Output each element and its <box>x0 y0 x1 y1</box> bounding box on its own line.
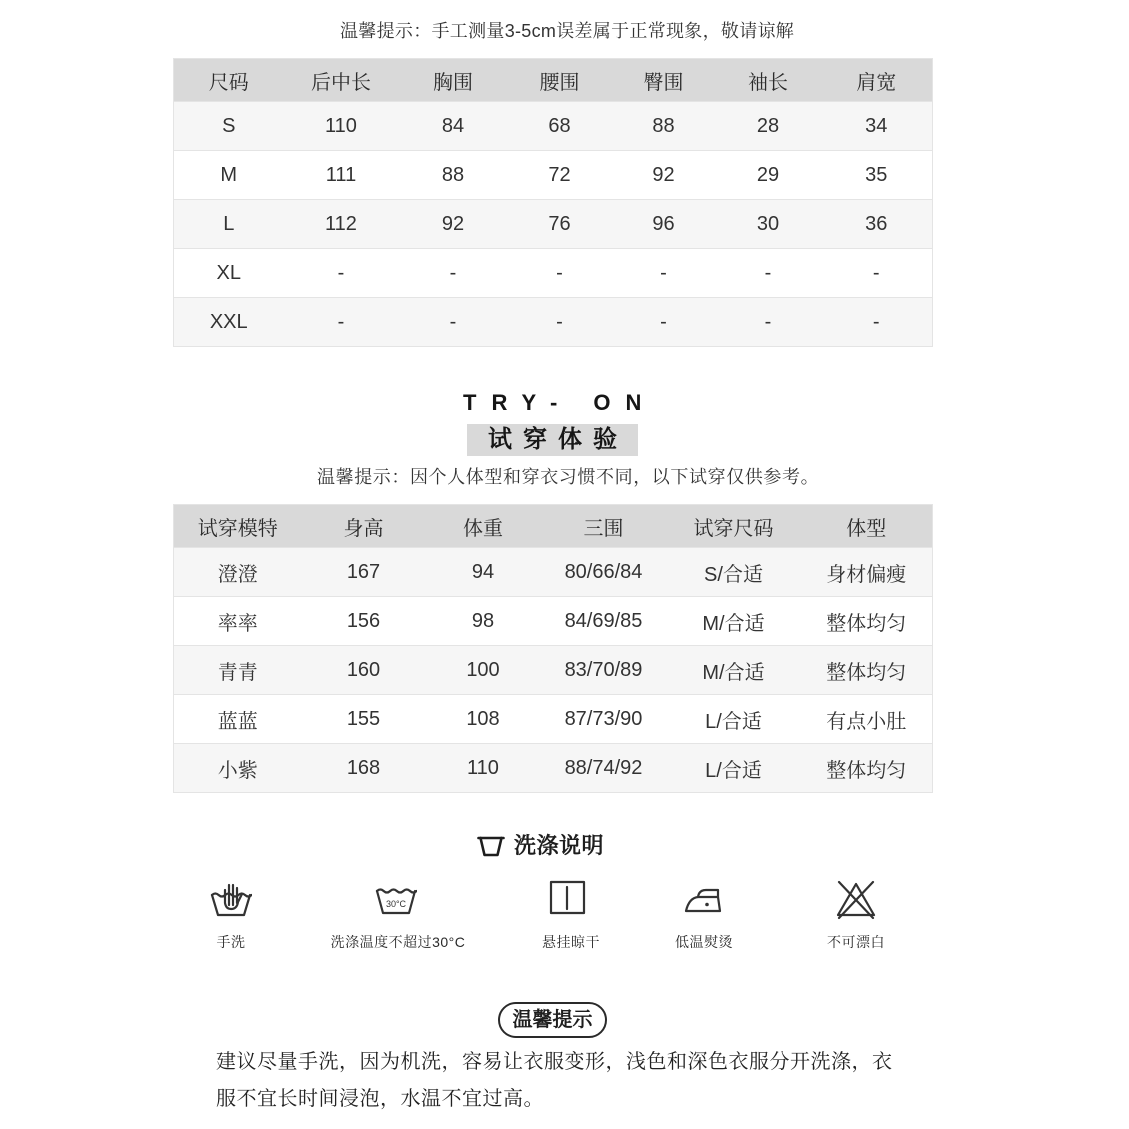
tryon-cell: M/合适 <box>667 646 801 695</box>
tryon-row <box>174 695 933 744</box>
tryon-cell: 167 <box>302 548 426 597</box>
low-temp-iron-icon <box>684 886 722 914</box>
tryon-cell: 100 <box>426 646 541 695</box>
size-cell: - <box>612 298 716 347</box>
size-cell: 30 <box>716 200 821 249</box>
size-cell: M <box>174 151 284 200</box>
size-row-xl <box>174 249 933 298</box>
size-cell: - <box>821 298 933 347</box>
tryon-notice: 温馨提示：因个人体型和穿衣习惯不同，以下试穿仅供参考。 <box>317 467 820 487</box>
care-label-wash-temperature: 洗涤温度不超过30°C <box>330 934 466 950</box>
tryon-cell: 168 <box>302 744 426 793</box>
tryon-cell: L/合适 <box>667 695 801 744</box>
tryon-header-row <box>174 505 933 548</box>
size-cell: 76 <box>508 200 612 249</box>
tryon-header-model: 试穿模特 <box>174 505 302 548</box>
size-header-sleeve: 袖长 <box>716 59 821 102</box>
tips-line: 服不宜长时间浸泡，水温不宜过高。 <box>216 1088 544 1110</box>
tryon-title-en: TRY- ON <box>463 390 657 415</box>
size-header-size: 尺码 <box>174 59 284 102</box>
size-cell: 110 <box>284 102 399 151</box>
tips-line: 建议尽量手洗，因为机洗，容易让衣服变形，浅色和深色衣服分开洗涤，衣 <box>216 1051 893 1073</box>
tryon-cell: 94 <box>426 548 541 597</box>
tryon-cell: 83/70/89 <box>541 646 667 695</box>
size-header-hip: 臀围 <box>612 59 716 102</box>
tryon-row <box>174 744 933 793</box>
size-cell: 34 <box>821 102 933 151</box>
tryon-cell: 80/66/84 <box>541 548 667 597</box>
size-cell: - <box>716 298 821 347</box>
size-header-length: 后中长 <box>284 59 399 102</box>
wash-30c-icon-graphic <box>375 883 417 915</box>
tryon-cell: M/合适 <box>667 597 801 646</box>
size-cell: - <box>716 249 821 298</box>
tryon-header-height: 身高 <box>302 505 426 548</box>
tryon-cell: 155 <box>302 695 426 744</box>
size-cell: - <box>508 298 612 347</box>
tryon-cell: 160 <box>302 646 426 695</box>
tryon-cell: 108 <box>426 695 541 744</box>
size-cell: - <box>508 249 612 298</box>
size-cell: L <box>174 200 284 249</box>
tryon-row <box>174 597 933 646</box>
size-cell: XL <box>174 249 284 298</box>
size-cell: 29 <box>716 151 821 200</box>
tryon-cell: 率率 <box>174 597 302 646</box>
tryon-cell: 有点小肚 <box>801 695 933 744</box>
tryon-header-size: 试穿尺码 <box>667 505 801 548</box>
tryon-row <box>174 646 933 695</box>
size-cell: - <box>821 249 933 298</box>
tryon-cell: 整体均匀 <box>801 646 933 695</box>
size-cell: 36 <box>821 200 933 249</box>
tryon-header-weight: 体重 <box>426 505 541 548</box>
size-cell: 96 <box>612 200 716 249</box>
hang-dry-icon-graphic <box>549 880 586 915</box>
tryon-row <box>174 548 933 597</box>
hand-wash-icon <box>210 879 252 917</box>
tryon-cell: 整体均匀 <box>801 597 933 646</box>
wash-30c-icon <box>375 883 417 915</box>
size-cell: 72 <box>508 151 612 200</box>
low-temp-iron-icon-graphic <box>684 886 722 914</box>
size-cell: S <box>174 102 284 151</box>
wash-basin-icon-graphic <box>477 834 505 858</box>
tryon-cell: 小紫 <box>174 744 302 793</box>
size-row-xxl <box>174 298 933 347</box>
size-header-waist: 腰围 <box>508 59 612 102</box>
size-row-s <box>174 102 933 151</box>
size-cell: 28 <box>716 102 821 151</box>
no-bleach-icon <box>835 880 877 920</box>
size-cell: 68 <box>508 102 612 151</box>
size-cell: - <box>284 249 399 298</box>
washing-title: 洗涤说明 <box>514 833 605 858</box>
tryon-header-body-type: 体型 <box>801 505 933 548</box>
tryon-cell: 110 <box>426 744 541 793</box>
size-cell: - <box>399 298 508 347</box>
size-row-m <box>174 151 933 200</box>
tryon-cell: L/合适 <box>667 744 801 793</box>
size-cell: - <box>399 249 508 298</box>
tryon-cell: 整体均匀 <box>801 744 933 793</box>
size-cell: 111 <box>284 151 399 200</box>
size-chart-table <box>173 58 933 347</box>
no-bleach-icon-graphic <box>835 880 877 920</box>
tryon-cell: 88/74/92 <box>541 744 667 793</box>
tryon-header-measurements: 三围 <box>541 505 667 548</box>
size-cell: - <box>612 249 716 298</box>
wash-temperature-text: 30°C <box>385 899 407 909</box>
tryon-cell: S/合适 <box>667 548 801 597</box>
tryon-cell: 84/69/85 <box>541 597 667 646</box>
tryon-cell: 98 <box>426 597 541 646</box>
size-cell: 112 <box>284 200 399 249</box>
size-header-chest: 胸围 <box>399 59 508 102</box>
wash-basin-icon <box>477 834 505 858</box>
tips-badge: 温馨提示 <box>498 1002 607 1038</box>
tryon-cell: 身材偏瘦 <box>801 548 933 597</box>
size-header-shoulder: 肩宽 <box>821 59 933 102</box>
care-label-no-bleach: 不可漂白 <box>827 934 885 950</box>
tryon-cell: 87/73/90 <box>541 695 667 744</box>
care-label-hand-wash: 手洗 <box>216 934 246 950</box>
size-cell: 92 <box>612 151 716 200</box>
size-cell: 35 <box>821 151 933 200</box>
tips-paragraph <box>216 1044 893 1118</box>
size-cell: - <box>284 298 399 347</box>
tryon-cell: 青青 <box>174 646 302 695</box>
hand-wash-icon-graphic <box>210 879 252 917</box>
size-chart-header-row <box>174 59 933 102</box>
size-cell: 88 <box>399 151 508 200</box>
measurement-notice: 温馨提示：手工测量3-5cm误差属于正常现象，敬请谅解 <box>340 21 795 41</box>
tryon-table <box>173 504 933 793</box>
size-cell: 84 <box>399 102 508 151</box>
tryon-cell: 澄澄 <box>174 548 302 597</box>
size-cell: 88 <box>612 102 716 151</box>
tryon-cell: 蓝蓝 <box>174 695 302 744</box>
hang-dry-icon <box>549 880 586 915</box>
size-cell: XXL <box>174 298 284 347</box>
tryon-title-cn: 试穿体验 <box>467 424 638 456</box>
size-cell: 92 <box>399 200 508 249</box>
tryon-cell: 156 <box>302 597 426 646</box>
care-label-hang-dry: 悬挂晾干 <box>542 934 600 950</box>
care-label-low-temp-iron: 低温熨烫 <box>675 934 733 950</box>
size-row-l <box>174 200 933 249</box>
